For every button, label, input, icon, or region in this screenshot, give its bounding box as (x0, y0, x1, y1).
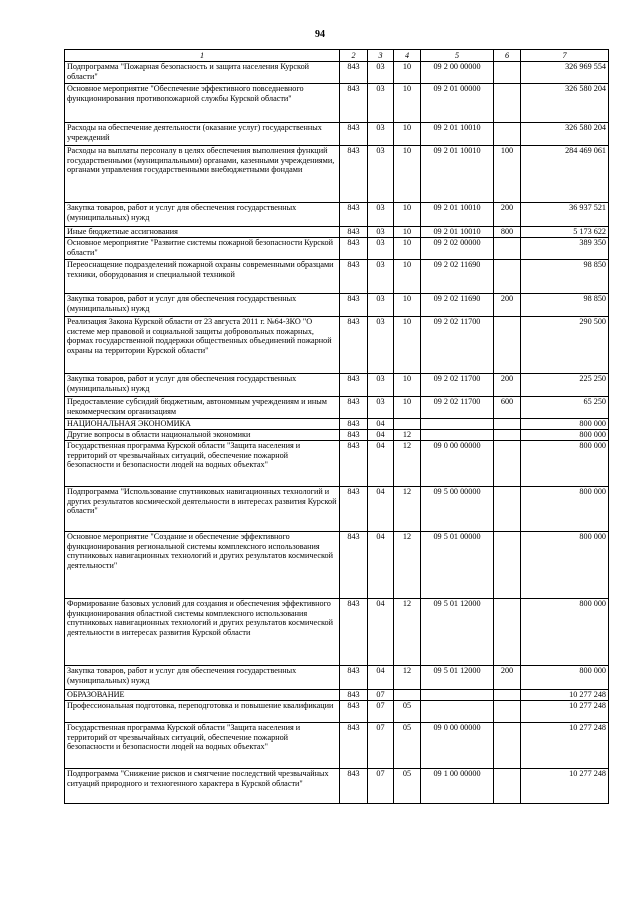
row-vr (494, 599, 521, 666)
row-pr: 10 (394, 123, 421, 146)
row-sum: 225 250 (521, 374, 609, 397)
row-sum: 800 000 (521, 487, 609, 532)
row-vr (494, 419, 521, 430)
row-csr: 09 5 01 12000 (421, 666, 494, 690)
row-rz: 03 (368, 317, 394, 374)
row-pr: 10 (394, 238, 421, 260)
row-rz: 04 (368, 419, 394, 430)
row-csr (421, 430, 494, 441)
row-pr: 12 (394, 599, 421, 666)
col-header-name: 1 (65, 50, 340, 62)
row-rz: 03 (368, 260, 394, 294)
row-csr: 09 2 02 00000 (421, 238, 494, 260)
row-pr: 12 (394, 666, 421, 690)
table-row (65, 397, 609, 419)
row-name: Закупка товаров, работ и услуг для обеспечения государственных (муниципальных) нужд (65, 203, 340, 227)
row-csr: 09 5 00 00000 (421, 487, 494, 532)
row-pr: 12 (394, 441, 421, 487)
row-name: Основное мероприятие "Создание и обеспечение эффективного функционирования региональной системы комплексного использования спутниковых навигационных технологий и других результатов космической деятельности" (65, 532, 340, 599)
row-name: Подпрограмма "Использование спутниковых навигационных технологий и других результатов космической деятельности в интересах развития Курской области" (65, 487, 340, 532)
row-rz: 03 (368, 203, 394, 227)
row-grbs: 843 (340, 260, 368, 294)
row-name: Государственная программа Курской области "Защита населения и территорий от чрезвычайных ситуаций, обеспечение пожарной безопасности и безопасности людей на водных объектах" (65, 723, 340, 769)
row-pr: 10 (394, 374, 421, 397)
row-grbs: 843 (340, 441, 368, 487)
row-name: Подпрограмма "Пожарная безопасность и защита населения Курской области" (65, 62, 340, 84)
table-row (65, 238, 609, 260)
row-sum: 5 173 622 (521, 227, 609, 238)
row-rz: 07 (368, 701, 394, 723)
table-row (65, 294, 609, 317)
row-csr: 09 2 01 10010 (421, 123, 494, 146)
row-vr (494, 430, 521, 441)
row-vr: 200 (494, 203, 521, 227)
row-csr: 09 2 02 11690 (421, 260, 494, 294)
row-sum: 98 850 (521, 260, 609, 294)
row-pr: 05 (394, 769, 421, 804)
row-vr (494, 769, 521, 804)
row-sum: 36 937 521 (521, 203, 609, 227)
row-pr: 10 (394, 397, 421, 419)
table-row (65, 374, 609, 397)
table-row (65, 260, 609, 294)
row-grbs: 843 (340, 666, 368, 690)
row-pr: 12 (394, 532, 421, 599)
row-grbs: 843 (340, 317, 368, 374)
row-vr (494, 238, 521, 260)
row-name: Расходы на обеспечение деятельности (оказание услуг) государственных учреждений (65, 123, 340, 146)
table-row (65, 690, 609, 701)
row-grbs: 843 (340, 227, 368, 238)
row-csr: 09 2 01 10010 (421, 227, 494, 238)
row-pr (394, 690, 421, 701)
row-pr: 12 (394, 487, 421, 532)
row-csr: 09 2 01 10010 (421, 146, 494, 203)
table-row (65, 227, 609, 238)
table-row (65, 84, 609, 123)
row-vr (494, 84, 521, 123)
row-rz: 03 (368, 374, 394, 397)
row-vr (494, 317, 521, 374)
table-row (65, 62, 609, 84)
table-row (65, 723, 609, 769)
col-header-vr: 6 (494, 50, 521, 62)
row-rz: 04 (368, 487, 394, 532)
row-sum: 326 580 204 (521, 123, 609, 146)
row-rz: 03 (368, 123, 394, 146)
row-sum: 10 277 248 (521, 690, 609, 701)
row-name: Другие вопросы в области национальной экономики (65, 430, 340, 441)
row-grbs: 843 (340, 690, 368, 701)
row-pr (394, 419, 421, 430)
row-pr: 05 (394, 701, 421, 723)
row-vr (494, 62, 521, 84)
row-grbs: 843 (340, 723, 368, 769)
row-grbs: 843 (340, 203, 368, 227)
row-csr: 09 5 01 12000 (421, 599, 494, 666)
row-csr: 09 2 02 11690 (421, 294, 494, 317)
row-sum: 389 350 (521, 238, 609, 260)
row-name: Подпрограмма "Снижение рисков и смягчение последствий чрезвычайных ситуаций природного и техногенного характера в Курской области" (65, 769, 340, 804)
row-grbs: 843 (340, 374, 368, 397)
row-pr: 10 (394, 227, 421, 238)
row-grbs: 843 (340, 238, 368, 260)
table-row (65, 599, 609, 666)
row-csr: 09 2 01 10010 (421, 203, 494, 227)
row-pr: 10 (394, 260, 421, 294)
row-rz: 07 (368, 769, 394, 804)
header-row (65, 50, 609, 62)
row-name: НАЦИОНАЛЬНАЯ ЭКОНОМИКА (65, 419, 340, 430)
row-name: Реализация Закона Курской области от 23 августа 2011 г. №64-ЗКО "О системе мер правовой и социальной защиты добровольных пожарных, формах государственной поддержки общественных объединений пожарной охраны на территории Курской области" (65, 317, 340, 374)
row-name: Закупка товаров, работ и услуг для обеспечения государственных (муниципальных) нужд (65, 666, 340, 690)
row-grbs: 843 (340, 123, 368, 146)
row-rz: 03 (368, 146, 394, 203)
row-grbs: 843 (340, 419, 368, 430)
row-name: Иные бюджетные ассигнования (65, 227, 340, 238)
table-row (65, 419, 609, 430)
table-row (65, 146, 609, 203)
row-name: Закупка товаров, работ и услуг для обеспечения государственных (муниципальных) нужд (65, 374, 340, 397)
row-csr: 09 2 01 00000 (421, 84, 494, 123)
table-row (65, 532, 609, 599)
row-vr: 100 (494, 146, 521, 203)
row-name: Государственная программа Курской области "Защита населения и территорий от чрезвычайных ситуаций, обеспечение пожарной безопасности и безопасности людей на водных объектах" (65, 441, 340, 487)
col-header-sum: 7 (521, 50, 609, 62)
row-rz: 04 (368, 532, 394, 599)
row-csr: 09 2 02 11700 (421, 374, 494, 397)
row-csr: 09 1 00 00000 (421, 769, 494, 804)
col-header-rz: 3 (368, 50, 394, 62)
table-row (65, 701, 609, 723)
table-row (65, 441, 609, 487)
row-vr: 600 (494, 397, 521, 419)
row-pr: 12 (394, 430, 421, 441)
row-rz: 04 (368, 666, 394, 690)
row-csr (421, 690, 494, 701)
row-sum: 800 000 (521, 599, 609, 666)
row-name: Формирование базовых условий для создания и обеспечения эффективного функционирования областной системы комплексного использования спутниковых навигационных технологий и других результатов космической деятельности в интересах развития Курской области (65, 599, 340, 666)
row-vr (494, 532, 521, 599)
budget-table (64, 49, 609, 804)
row-csr (421, 701, 494, 723)
row-name: Расходы на выплаты персоналу в целях обеспечения выполнения функций государственными (муниципальными) органами, казенными учреждениями, органами управления государственными внебюджетными фондами (65, 146, 340, 203)
row-sum: 800 000 (521, 430, 609, 441)
row-pr: 10 (394, 317, 421, 374)
table-row (65, 430, 609, 441)
row-sum: 10 277 248 (521, 723, 609, 769)
row-vr (494, 723, 521, 769)
row-vr (494, 441, 521, 487)
col-header-grbs: 2 (340, 50, 368, 62)
table-row (65, 317, 609, 374)
table-row (65, 123, 609, 146)
row-csr: 09 2 02 11700 (421, 317, 494, 374)
row-vr: 200 (494, 294, 521, 317)
row-grbs: 843 (340, 599, 368, 666)
row-pr: 10 (394, 294, 421, 317)
row-sum: 65 250 (521, 397, 609, 419)
row-csr: 09 0 00 00000 (421, 723, 494, 769)
row-sum: 326 969 554 (521, 62, 609, 84)
row-name: Профессиональная подготовка, переподготовка и повышение квалификации (65, 701, 340, 723)
row-vr (494, 260, 521, 294)
row-name: Основное мероприятие "Обеспечение эффективного повседневного функционирования противопожарной службы Курской области" (65, 84, 340, 123)
row-sum: 290 500 (521, 317, 609, 374)
table-row (65, 769, 609, 804)
row-rz: 03 (368, 84, 394, 123)
col-header-pr: 4 (394, 50, 421, 62)
page-number: 94 (315, 29, 325, 40)
row-rz: 07 (368, 690, 394, 701)
row-rz: 07 (368, 723, 394, 769)
row-sum: 800 000 (521, 441, 609, 487)
row-pr: 10 (394, 62, 421, 84)
row-grbs: 843 (340, 62, 368, 84)
row-vr: 200 (494, 666, 521, 690)
row-rz: 03 (368, 397, 394, 419)
row-rz: 04 (368, 441, 394, 487)
row-pr: 10 (394, 84, 421, 123)
row-csr (421, 419, 494, 430)
row-sum: 800 000 (521, 532, 609, 599)
row-rz: 03 (368, 62, 394, 84)
table-row (65, 487, 609, 532)
row-sum: 284 469 061 (521, 146, 609, 203)
row-sum: 10 277 248 (521, 769, 609, 804)
row-grbs: 843 (340, 487, 368, 532)
row-sum: 326 580 204 (521, 84, 609, 123)
row-vr (494, 690, 521, 701)
row-pr: 10 (394, 146, 421, 203)
row-grbs: 843 (340, 397, 368, 419)
row-grbs: 843 (340, 430, 368, 441)
row-sum: 800 000 (521, 419, 609, 430)
row-sum: 800 000 (521, 666, 609, 690)
table-row (65, 666, 609, 690)
row-vr (494, 487, 521, 532)
row-grbs: 843 (340, 294, 368, 317)
row-grbs: 843 (340, 84, 368, 123)
row-vr: 200 (494, 374, 521, 397)
row-vr (494, 701, 521, 723)
row-rz: 03 (368, 294, 394, 317)
row-csr: 09 5 01 00000 (421, 532, 494, 599)
row-grbs: 843 (340, 532, 368, 599)
row-csr: 09 0 00 00000 (421, 441, 494, 487)
row-csr: 09 2 02 11700 (421, 397, 494, 419)
row-name: Закупка товаров, работ и услуг для обеспечения государственных (муниципальных) нужд (65, 294, 340, 317)
row-rz: 03 (368, 238, 394, 260)
row-name: Основное мероприятие "Развитие системы пожарной безопасности Курской области" (65, 238, 340, 260)
row-rz: 04 (368, 599, 394, 666)
row-rz: 03 (368, 227, 394, 238)
table-row (65, 203, 609, 227)
row-csr: 09 2 00 00000 (421, 62, 494, 84)
row-sum: 98 850 (521, 294, 609, 317)
row-rz: 04 (368, 430, 394, 441)
col-header-csr: 5 (421, 50, 494, 62)
row-pr: 10 (394, 203, 421, 227)
row-name: ОБРАЗОВАНИЕ (65, 690, 340, 701)
row-sum: 10 277 248 (521, 701, 609, 723)
row-grbs: 843 (340, 769, 368, 804)
row-name: Предоставление субсидий бюджетным, автономным учреждениям и иным некоммерческим организациям (65, 397, 340, 419)
row-name: Переоснащение подразделений пожарной охраны современными образцами техники, оборудования и специальной техникой (65, 260, 340, 294)
row-grbs: 843 (340, 146, 368, 203)
row-vr: 800 (494, 227, 521, 238)
row-vr (494, 123, 521, 146)
row-grbs: 843 (340, 701, 368, 723)
row-pr: 05 (394, 723, 421, 769)
